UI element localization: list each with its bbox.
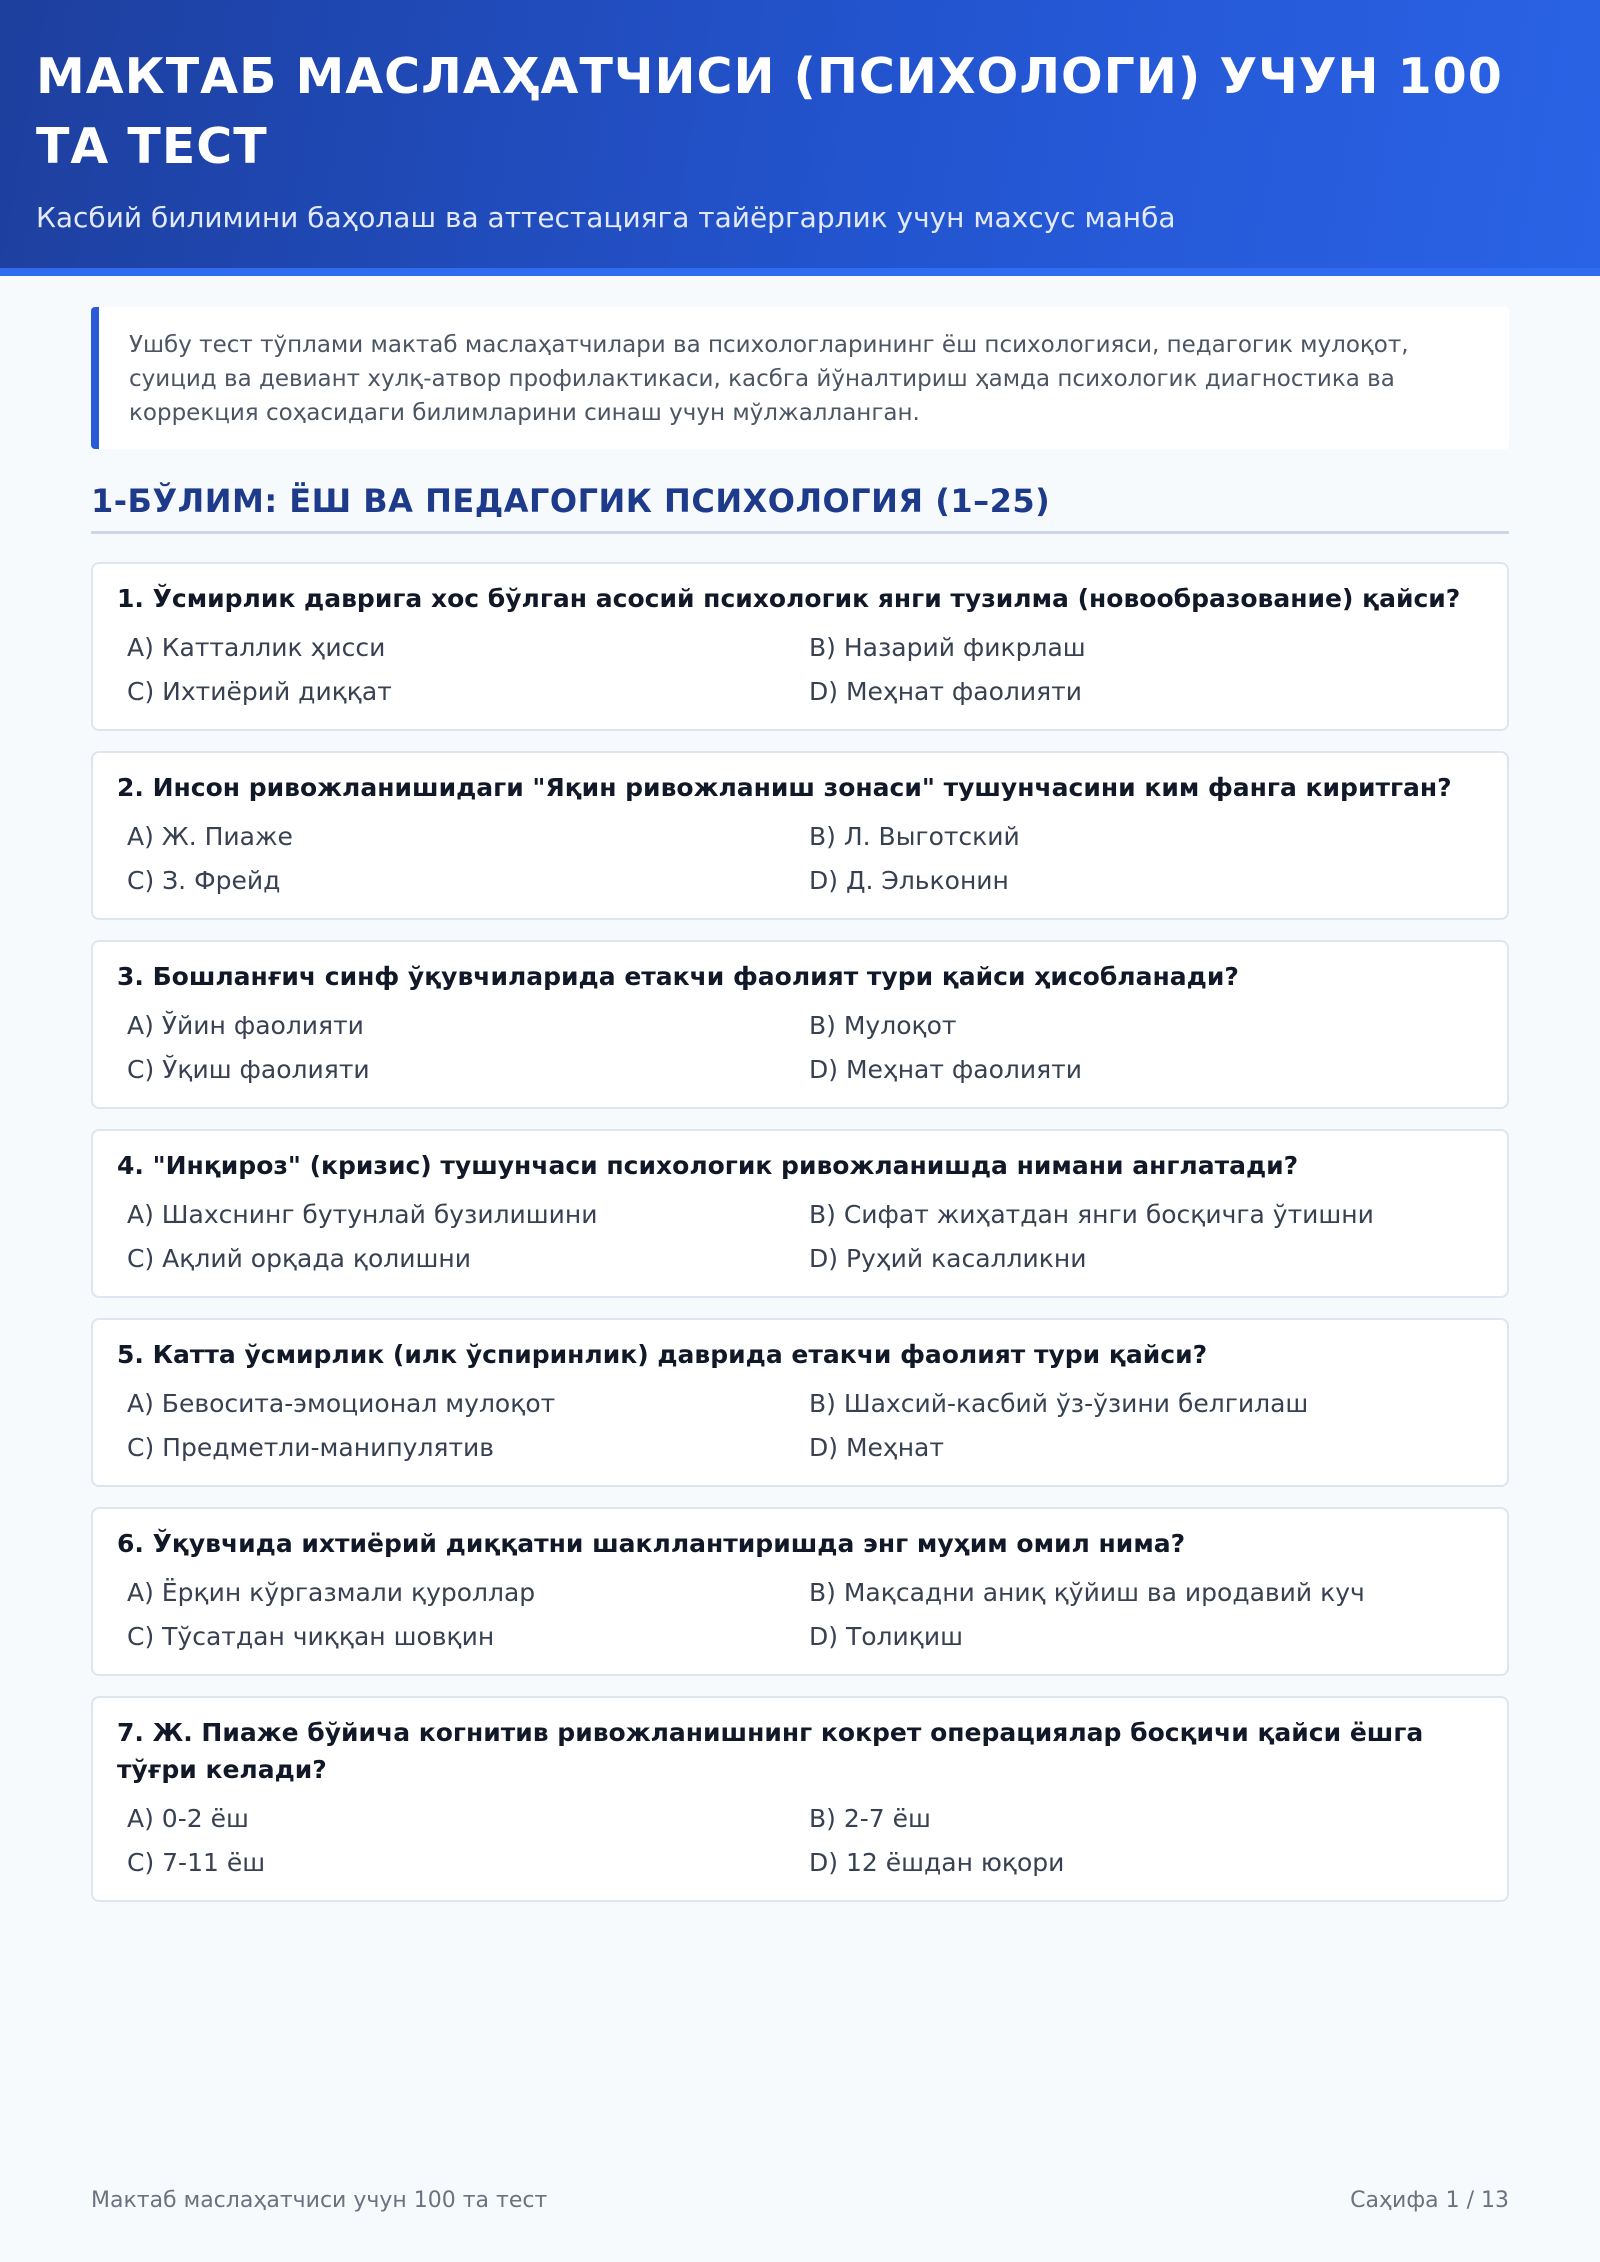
intro-callout: Ушбу тест тўплами мактаб маслаҳатчилари ва психологларининг ёш психологияси, педагогик мулоқот, суицид ва девиант хулқ-атвор профилактикаси, касбга йўналтириш ҳамда психологик диагностика ва коррекция соҳасидаги билимларини синаш учун мўлжалланган. xyxy=(91,307,1509,449)
section-title: 1-БЎЛИМ: ЁШ ВА ПЕДАГОГИК ПСИХОЛОГИЯ (1–25) xyxy=(91,482,1051,520)
option-b: B) Мақсадни аниқ қўйиш ва иродавий куч xyxy=(809,1578,1365,1607)
option-c: C) Ақлий орқада қолишни xyxy=(127,1244,472,1273)
option-d: D) Меҳнат фаолияти xyxy=(809,1055,1082,1084)
option-b: B) 2-7 ёш xyxy=(809,1804,931,1833)
answer-options xyxy=(117,1800,1483,1882)
answer-options xyxy=(117,818,1483,900)
footer-document-title: Мактаб маслаҳатчиси учун 100 та тест xyxy=(91,2188,548,2213)
option-c: C) Предметли-манипулятив xyxy=(127,1433,495,1462)
question-text: 7. Ж. Пиаже бўйича когнитив ривожланишнинг кокрет операциялар босқичи қайси ёшга тўғри келади? xyxy=(117,1718,1424,1784)
question-card xyxy=(91,562,1509,731)
option-d: D) Меҳнат фаолияти xyxy=(809,677,1082,706)
answer-options xyxy=(117,1196,1483,1278)
option-d: D) Д. Эльконин xyxy=(809,866,1009,895)
option-b: B) Назарий фикрлаш xyxy=(809,633,1086,662)
question-text: 1. Ўсмирлик даврига хос бўлган асосий психологик янги тузилма (новообразование) қайси? xyxy=(117,584,1461,613)
option-c: C) 7-11 ёш xyxy=(127,1848,266,1877)
option-a: A) Ж. Пиаже xyxy=(127,822,293,851)
question-text: 4. "Инқироз" (кризис) тушунчаси психологик ривожланишда нимани англатади? xyxy=(117,1151,1299,1180)
option-c: C) Ихтиёрий диққат xyxy=(127,677,392,706)
option-c: C) Ўқиш фаолияти xyxy=(127,1055,370,1084)
option-c: C) З. Фрейд xyxy=(127,866,281,895)
question-card xyxy=(91,1507,1509,1676)
question-card xyxy=(91,1696,1509,1902)
question-text: 6. Ўқувчида ихтиёрий диққатни шакллантиришда энг муҳим омил нима? xyxy=(117,1529,1186,1558)
option-b: B) Мулоқот xyxy=(809,1011,957,1040)
option-d: D) Толиқиш xyxy=(809,1622,963,1651)
page-subtitle: Касбий билимини баҳолаш ва аттестацияга тайёргарлик учун махсус манба xyxy=(36,201,1176,234)
question-list xyxy=(91,562,1509,1922)
option-b: B) Сифат жиҳатдан янги босқичга ўтишни xyxy=(809,1200,1374,1229)
question-card xyxy=(91,751,1509,920)
question-text: 3. Бошланғич синф ўқувчиларида етакчи фаолият тури қайси ҳисобланади? xyxy=(117,962,1239,991)
section-divider xyxy=(91,531,1509,534)
question-text: 2. Инсон ривожланишидаги "Яқин ривожланиш зонаси" тушунчасини ким фанга киритган? xyxy=(117,773,1452,802)
answer-options xyxy=(117,629,1483,711)
question-card xyxy=(91,1129,1509,1298)
option-a: A) Шахснинг бутунлай бузилишини xyxy=(127,1200,598,1229)
option-b: B) Шахсий-касбий ўз-ўзини белгилаш xyxy=(809,1389,1309,1418)
answer-options xyxy=(117,1385,1483,1467)
option-a: A) Ўйин фаолияти xyxy=(127,1011,364,1040)
page-title: МАКТАБ МАСЛАҲАТЧИСИ (ПСИХОЛОГИ) УЧУН 100 ТА ТЕСТ xyxy=(36,48,1503,175)
option-d: D) 12 ёшдан юқори xyxy=(809,1848,1065,1877)
answer-options xyxy=(117,1007,1483,1089)
option-a: A) 0-2 ёш xyxy=(127,1804,249,1833)
option-a: A) Ёрқин кўргазмали қуроллар xyxy=(127,1578,536,1607)
option-a: A) Катталлик ҳисси xyxy=(127,633,386,662)
option-c: C) Тўсатдан чиққан шовқин xyxy=(127,1622,495,1651)
option-b: B) Л. Выготский xyxy=(809,822,1020,851)
option-d: D) Меҳнат xyxy=(809,1433,944,1462)
option-d: D) Руҳий касалликни xyxy=(809,1244,1087,1273)
answer-options xyxy=(117,1574,1483,1656)
page-number: Саҳифа 1 / 13 xyxy=(1350,2188,1509,2213)
page-header xyxy=(0,0,1600,276)
question-card xyxy=(91,1318,1509,1487)
option-a: A) Бевосита-эмоционал мулоқот xyxy=(127,1389,556,1418)
question-card xyxy=(91,940,1509,1109)
question-text: 5. Катта ўсмирлик (илк ўспиринлик) даврида етакчи фаолият тури қайси? xyxy=(117,1340,1208,1369)
